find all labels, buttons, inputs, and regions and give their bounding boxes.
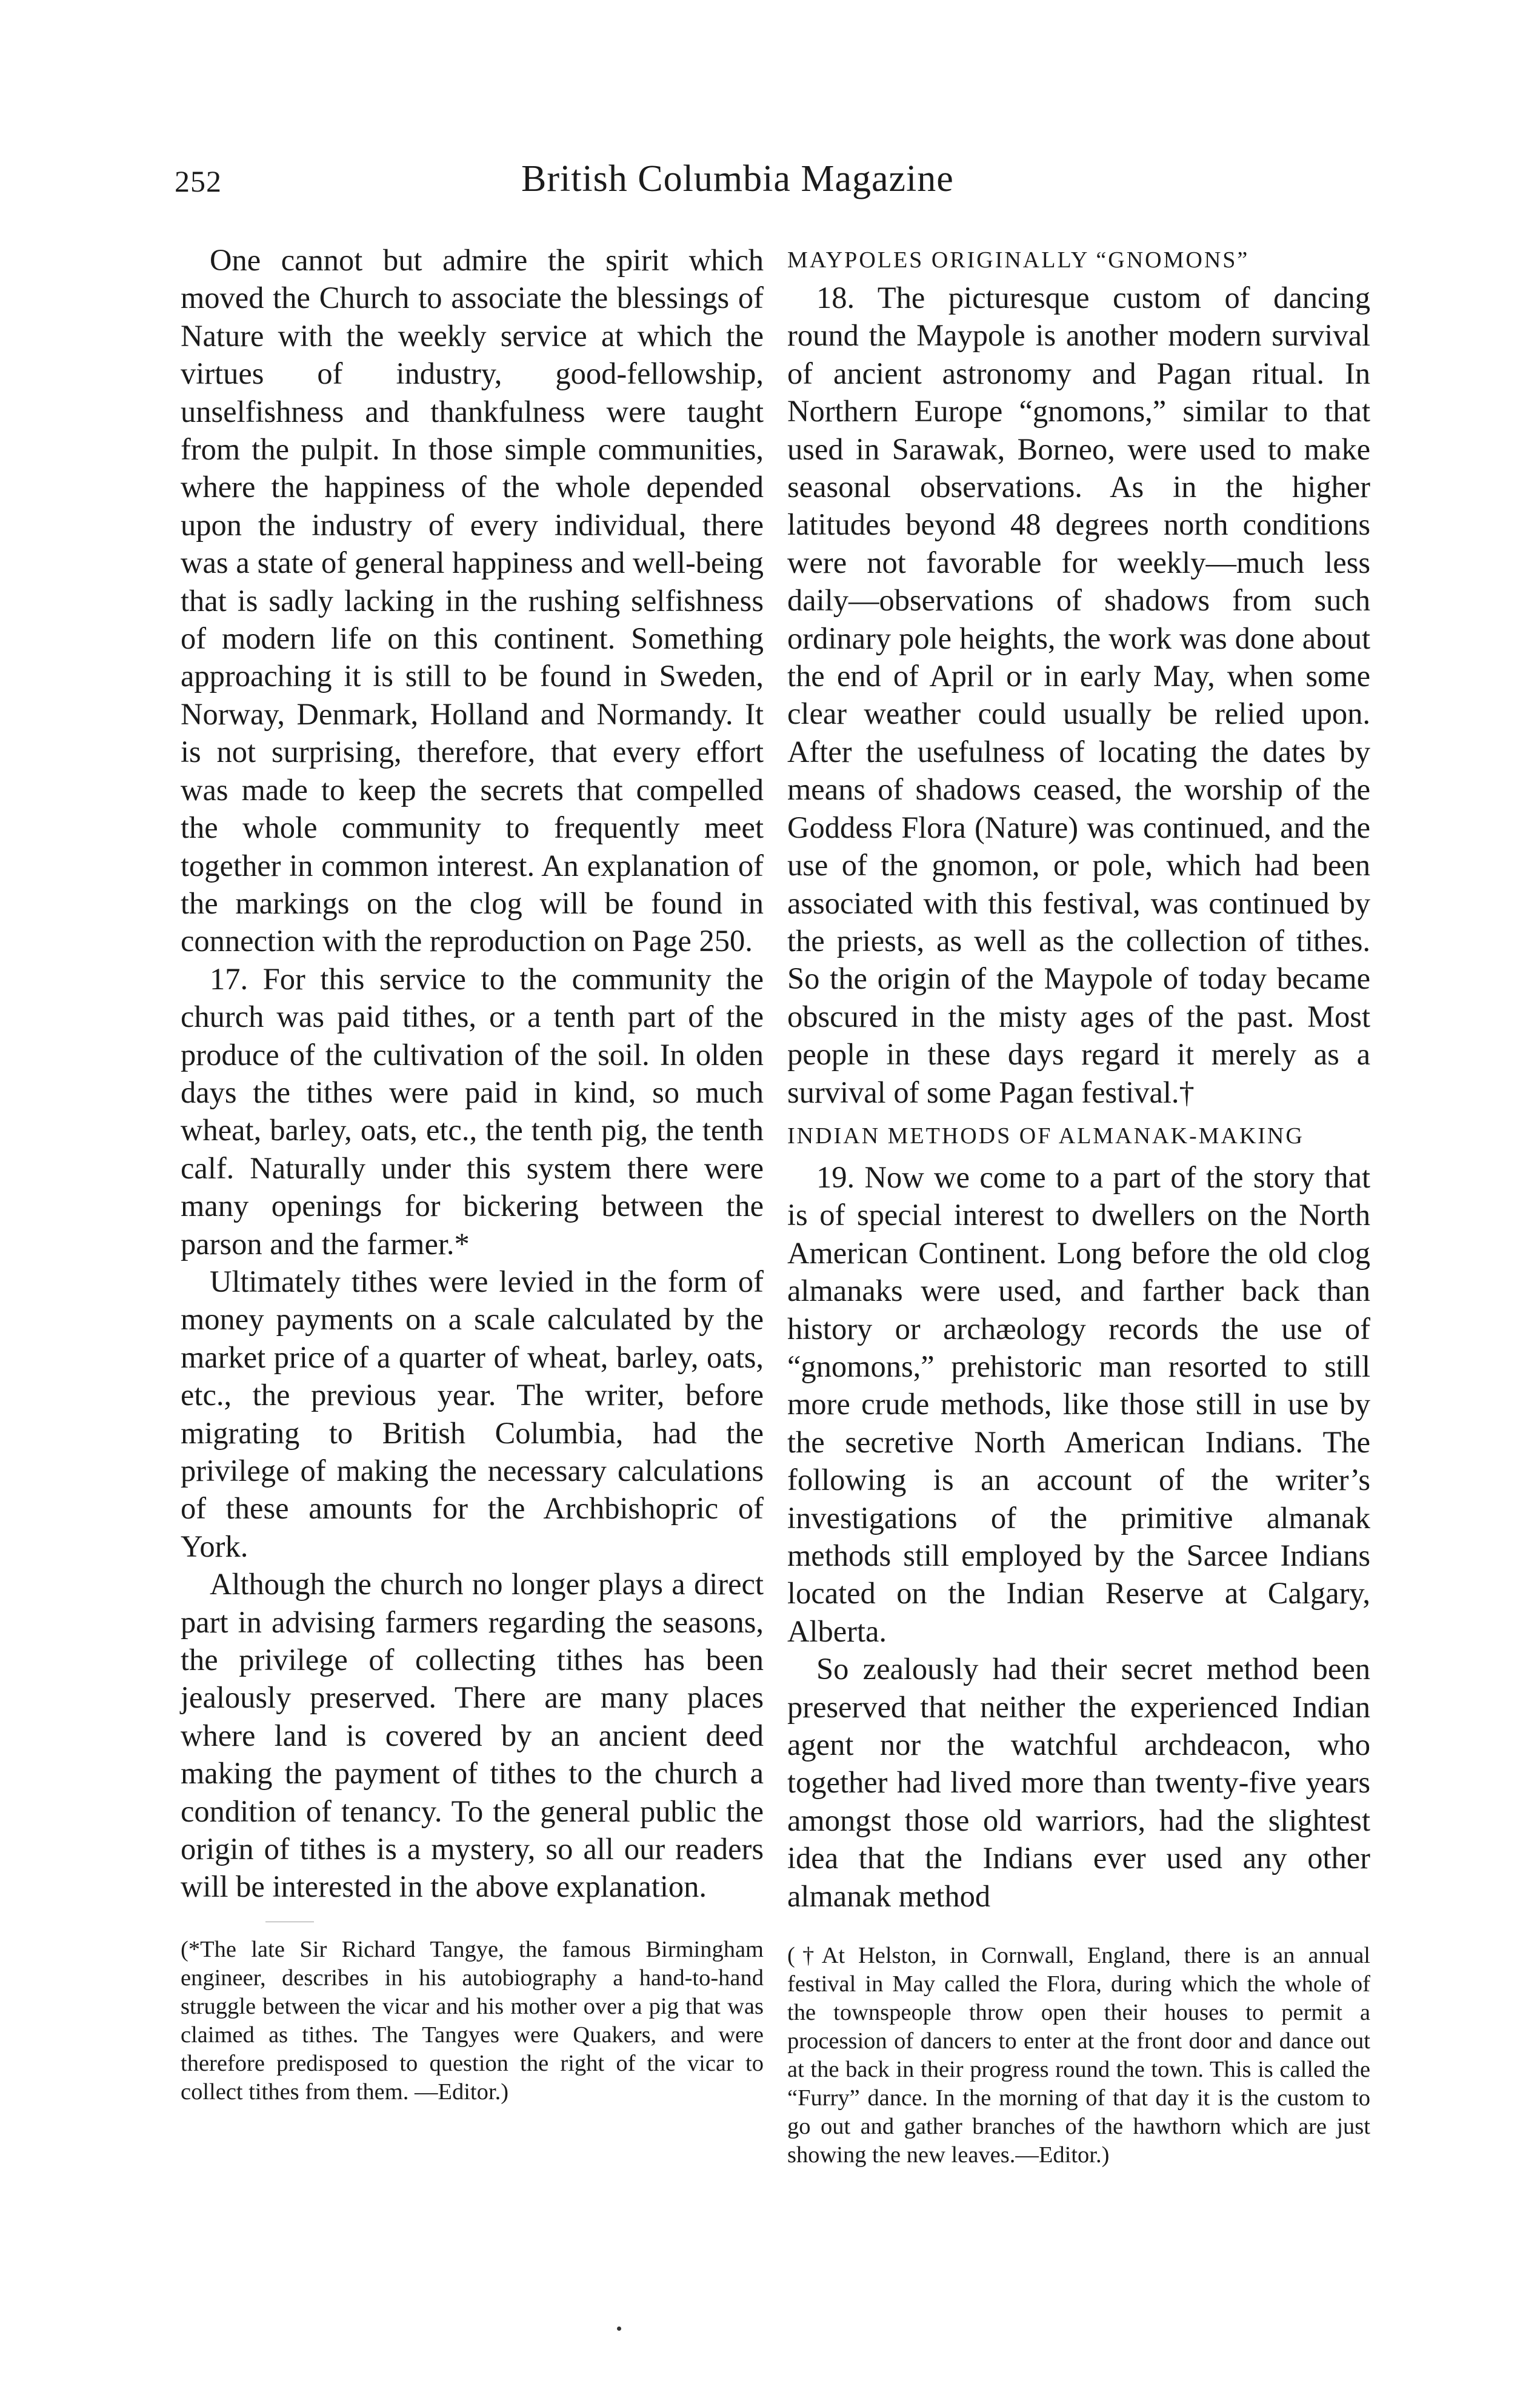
paragraph-right-3: So zealously had their secret method been preserved that neither the experienced Indian agent nor the watchful archdeacon, who together had lived more than twenty-five years amongst those old warriors, had the slightest idea that the Indians ever used any other almanak method [787, 1652, 1370, 1913]
running-title: British Columbia Magazine [521, 158, 954, 199]
left-column [181, 241, 764, 2106]
paragraph-left-2: 17. For this service to the community the church was paid tithes, or a tenth part of the produce of the cultivation of the soil. In olden days the tithes were paid in kind, so much wheat, barley, oats, etc., the tenth pig, the tenth calf. Naturally under this system there were many openings for bickering between the parson and the farmer.* [181, 961, 764, 1261]
paragraph-right-1: 18. The picturesque custom of dancing round the Maypole is another modern survival of ancient astronomy and Pagan ritual. In Northern Europe “gnomons,” similar to that used in Sarawak, Borneo, were used to make seasonal observations. As in the higher latitudes beyond 48 degrees north conditions were not favorable for weekly—much less daily—observations of shadows from such ordinary pole heights, the work was done about the end of April or in early May, when some clear weather could usually be relied upon. After the usefulness of locating the dates by means of shadows ceased, the worship of the Goddess Flora (Nature) was continued, and the use of the gnomon, or pole, which had been associated with this festival, was continued by the priests, as well as the collection of tithes. So the origin of the Maypole of today became obscured in the misty ages of the past. Most people in these days regard it merely as a survival of some Pagan festival.† [787, 281, 1370, 1109]
section-heading-maypoles: MAYPOLES ORIGINALLY “GNOMONS” [787, 247, 1250, 273]
footnote-left: (*The late Sir Richard Tangye, the famous Birmingham engineer, describes in his autobiography a hand-to-hand struggle between the vicar and his mother over a pig that was claimed as tithes. The Tangyes were Quakers, and were therefore predisposed to question the right of the vicar to collect tithes from them. —Editor.) [181, 1936, 764, 2105]
paragraph-left-1: One cannot but admire the spirit which moved the Church to associate the blessings of Nature with the weekly service at which the virtues of industry, good-fellowship, unselfishness and thankfulness were taught from the pulpit. In those simple communities, where the happiness of the whole depended upon the industry of every individual, there was a state of general happiness and well-being that is sadly lacking in the rushing selfishness of modern life on this continent. Something approaching it is still to be found in Sweden, Norway, Denmark, Holland and Normandy. It is not surprising, therefore, that every effort was made to keep the secrets that compelled the whole community to frequently meet together in common interest. An explanation of the markings on the clog will be found in connection with the reproduction on Page 250. [181, 243, 764, 958]
right-column [787, 241, 1370, 2170]
stray-dot [617, 2327, 621, 2331]
paragraph-left-4: Although the church no longer plays a direct part in advising farmers regarding the seasons, the privilege of collecting tithes has been jealously preserved. There are many places where land is covered by an ancient deed making the payment of tithes to the church a condition of tenancy. To the general public the origin of tithes is a mystery, so all our readers will be interested in the above explanation. [181, 1567, 764, 1904]
page-number: 252 [175, 164, 222, 198]
footnote-right: (†At Helston, in Cornwall, England, there is an annual festival in May called the Flora, during which the whole of the townspeople throw open their houses to permit a procession of dancers to enter at the front door and dance out at the back in their progress round the town. This is called the “Furry” dance. In the morning of that day it is the custom to go out and gather branches of the hawthorn which are just showing the new leaves.—Editor.) [787, 1943, 1370, 2168]
paragraph-right-2: 19. Now we come to a part of the story that is of special interest to dwellers on the North American Continent. Long before the old clog almanaks were used, and farther back than history or archæology records the use of “gnomons,” prehistoric man resorted to still more crude methods, like those still in use by the secretive North American Indians. The following is an account of the writer’s investigations of the primitive almanak methods still employed by the Sarcee Indians located on the Indian Reserve at Calgary, Alberta. [787, 1160, 1370, 1648]
paragraph-left-3: Ultimately tithes were levied in the form of money payments on a scale calculated by the market price of a quarter of wheat, barley, oats, etc., the previous year. The writer, before migrating to British Columbia, had the privilege of making the necessary calculations of these amounts for the Archbishopric of York. [181, 1264, 764, 1563]
section-heading-indian-methods: INDIAN METHODS OF ALMANAK-MAKING [787, 1123, 1304, 1149]
